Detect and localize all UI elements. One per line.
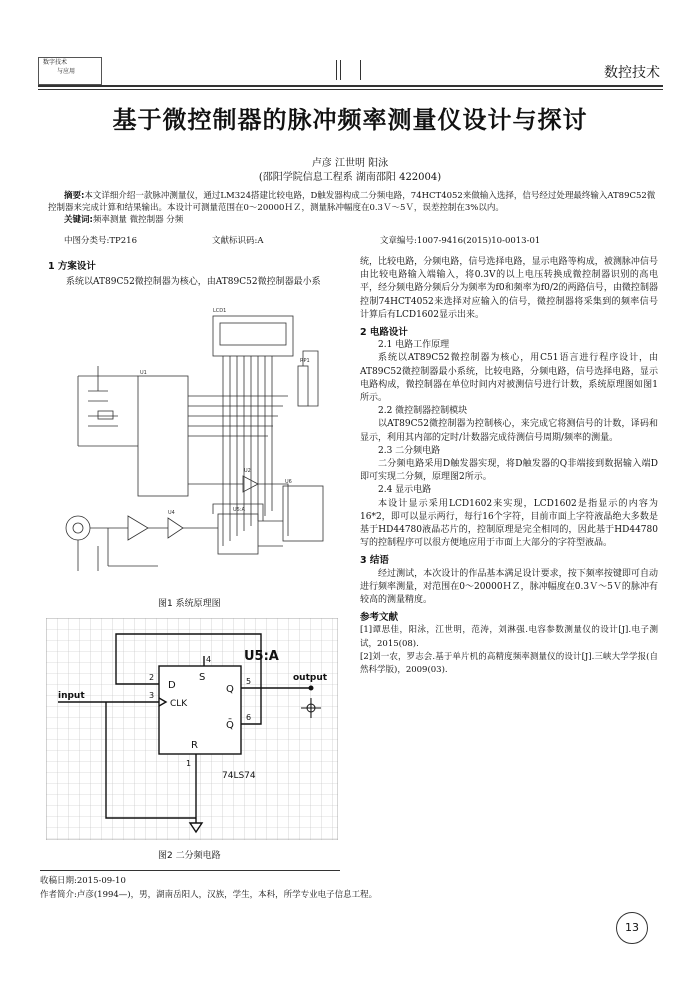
fig1-rp-label: RP1: [300, 358, 310, 364]
reference-1: [1]谭思佳，阳泳，江世明，范涛，刘淋强.电容参数测量仪的设计[J].电子测试，2015(08).: [360, 625, 658, 649]
section22-paragraph: 以AT89C52微控制器为控制核心，来完成它将测信号的计数，译码和显示，利用其内部的定时/计数器完成待测信号周期/频率的测量。: [360, 419, 658, 443]
section24-title: 2.4 显示电路: [378, 485, 432, 496]
fig1-u5-label: U5:A: [233, 507, 245, 513]
section21-paragraph: 系统以AT89C52微控制器为核心，用C51语言进行程序设计，由AT89C52微控制器最小系统，比较电路，分频电路，信号选择电路，显示电路构成，微控制器在单位时间内对被测信号进行计数，系统原理图如图1所示。: [360, 353, 658, 404]
fig1-lcd-label: LCD1: [213, 308, 227, 314]
abstract-label: 摘要:: [64, 191, 85, 201]
fig2-part-label: 74LS74: [222, 771, 256, 781]
section1-title: 1 方案设计: [48, 261, 96, 272]
journal-section: 数控技术: [604, 65, 660, 81]
fig2-pin-s: S: [199, 672, 206, 683]
fig2-pin-qbar: Q̄: [226, 720, 234, 731]
figure1-caption: 图1 系统原理图: [158, 599, 221, 609]
resistor-network: [298, 366, 308, 406]
logo-line1: 数字技术: [43, 59, 68, 66]
section23-paragraph: 二分频电路采用D触发器实现，将D触发器的Q非端接到数据输入端D即可实现二分频，原理图2所示。: [360, 459, 658, 483]
fig2-pin3: 3: [149, 691, 155, 700]
mcu-u1: [138, 376, 188, 496]
keywords-label: 关键词:: [64, 215, 93, 225]
section3-paragraph: 经过测试，本次设计的作品基本满足设计要求，按下频率按键即可自动进行频率测量，对范围在0～20000ＨＺ，脉冲幅度在0.3Ｖ～5Ｖ的脉冲有较高的测量精度。: [360, 568, 658, 606]
section3-title: 3 结语: [360, 555, 389, 567]
header-rule-thin: [38, 89, 663, 90]
fig2-output-label: output: [293, 673, 328, 683]
mux-u6: [283, 486, 323, 541]
class-number: 中图分类号:TP216: [64, 236, 137, 246]
lcd-module: [213, 316, 293, 356]
footnote-rule: [40, 870, 340, 871]
figure2-caption: 图2 二分频电路: [158, 851, 221, 861]
fig2-pin-r: R: [191, 740, 198, 751]
logo-line2: 与应用: [57, 68, 76, 75]
right-paragraph-0: 统，比较电路，分频电路，信号选择电路，显示电路等构成，被测脉冲信号由比较电路输入端输入，将0.3V的以上电压转换成微控制器识别的高电平，经分频电路分频后分为频率为f0和频率为f0/2的两路信号，由微控制器控制74HCT4052来选择对应输入的信号，微控制器将采集到的频率信号计算后有LCD1602显示出来。: [360, 257, 658, 320]
fig2-input-label: input: [58, 691, 85, 701]
section22-title: 2.2 微控制器控制模块: [378, 406, 468, 417]
section1-paragraph: 系统以AT89C52微控制器为核心，由AT89C52微控制器最小系: [66, 277, 321, 287]
input-connector: [66, 516, 90, 540]
fig1-u6-label: U6: [285, 479, 292, 485]
keywords-text: 频率测量 微控制器 分频: [92, 215, 184, 225]
article-authors: 卢彦 江世明 阳泳: [311, 158, 389, 169]
fig2-pin6: 6: [246, 713, 252, 722]
header-rule: [38, 85, 663, 87]
fig1-u2-label: U2: [244, 468, 251, 474]
figure2-schematic: [46, 618, 338, 840]
journal-logo: [38, 57, 102, 85]
fig2-chip-label: U5:A: [244, 649, 279, 664]
right-col: [360, 256, 658, 677]
section21-title: 2.1 电路工作原理: [378, 340, 450, 351]
abstract-text: 本文详细介绍一款脉冲测量仪，通过LM324搭建比较电路，D触发器构成二分频电路，74HCT4052来做输入选择，信号经过处理最终输入AT89C52微控制器来完成计算和结果输出。本设计可测量范围在0～20000ＨＺ，测量脉冲幅度在0.3Ｖ～5Ｖ，误差控制在3%以内。: [48, 191, 656, 213]
fig1-u1-label: U1: [140, 370, 147, 376]
flipflop-u5: [218, 514, 258, 554]
fig2-pin-q: Q: [226, 684, 234, 695]
article-number: 文章编号:1007-9416(2015)10-0013-01: [380, 236, 541, 246]
section23-title: 2.3 二分频电路: [378, 445, 441, 456]
author-bio: 作者简介:卢彦(1994—)，男，湖南岳阳人，汉族，学生，本科，所学专业电子信息工程。: [40, 890, 378, 900]
section2-title: 2 电路设计: [360, 327, 408, 339]
figure1-schematic: [58, 296, 338, 586]
fig2-pin4: 4: [206, 655, 212, 664]
fig2-pin5: 5: [246, 677, 252, 686]
lcd-screen: [220, 323, 286, 345]
fig1-u4-label: U4: [168, 510, 175, 516]
comparator: [128, 516, 148, 540]
article-title: 基于微控制器的脉冲频率测量仪设计与探讨: [112, 105, 588, 134]
received-date: 收稿日期:2015-09-10: [40, 876, 126, 886]
buffer-u2: [243, 476, 258, 492]
doc-code: 文献标识码:A: [212, 236, 264, 246]
section24-paragraph: 本设计显示采用LCD1602来实现，LCD1602是指显示的内容为16*2，即可以显示两行，每行16个字符，目前市面上字符液晶绝大多数是基于HD44780液晶芯片的，控制原理是完全相同的，因此基于HD44780写的控制程序可以很方便地应用于市面上大部分的字符型液晶。: [360, 498, 658, 549]
fig2-pin1: 1: [186, 759, 192, 768]
fig2-pin2: 2: [149, 673, 155, 682]
references-title: 参考文献: [360, 612, 399, 624]
abstract: [48, 190, 658, 226]
reference-2: [2]刘一农，罗志会.基于单片机的高精度频率测量仪的设计[J].三峡大学学报(自然科学版)，2009(03).: [360, 651, 658, 676]
page-number: 13: [616, 912, 648, 944]
fig2-pin-clk: CLK: [170, 699, 188, 709]
article-affiliation: (邵阳学院信息工程系 湖南邵阳 422004): [258, 172, 442, 183]
fig2-pin-d: D: [168, 680, 176, 691]
